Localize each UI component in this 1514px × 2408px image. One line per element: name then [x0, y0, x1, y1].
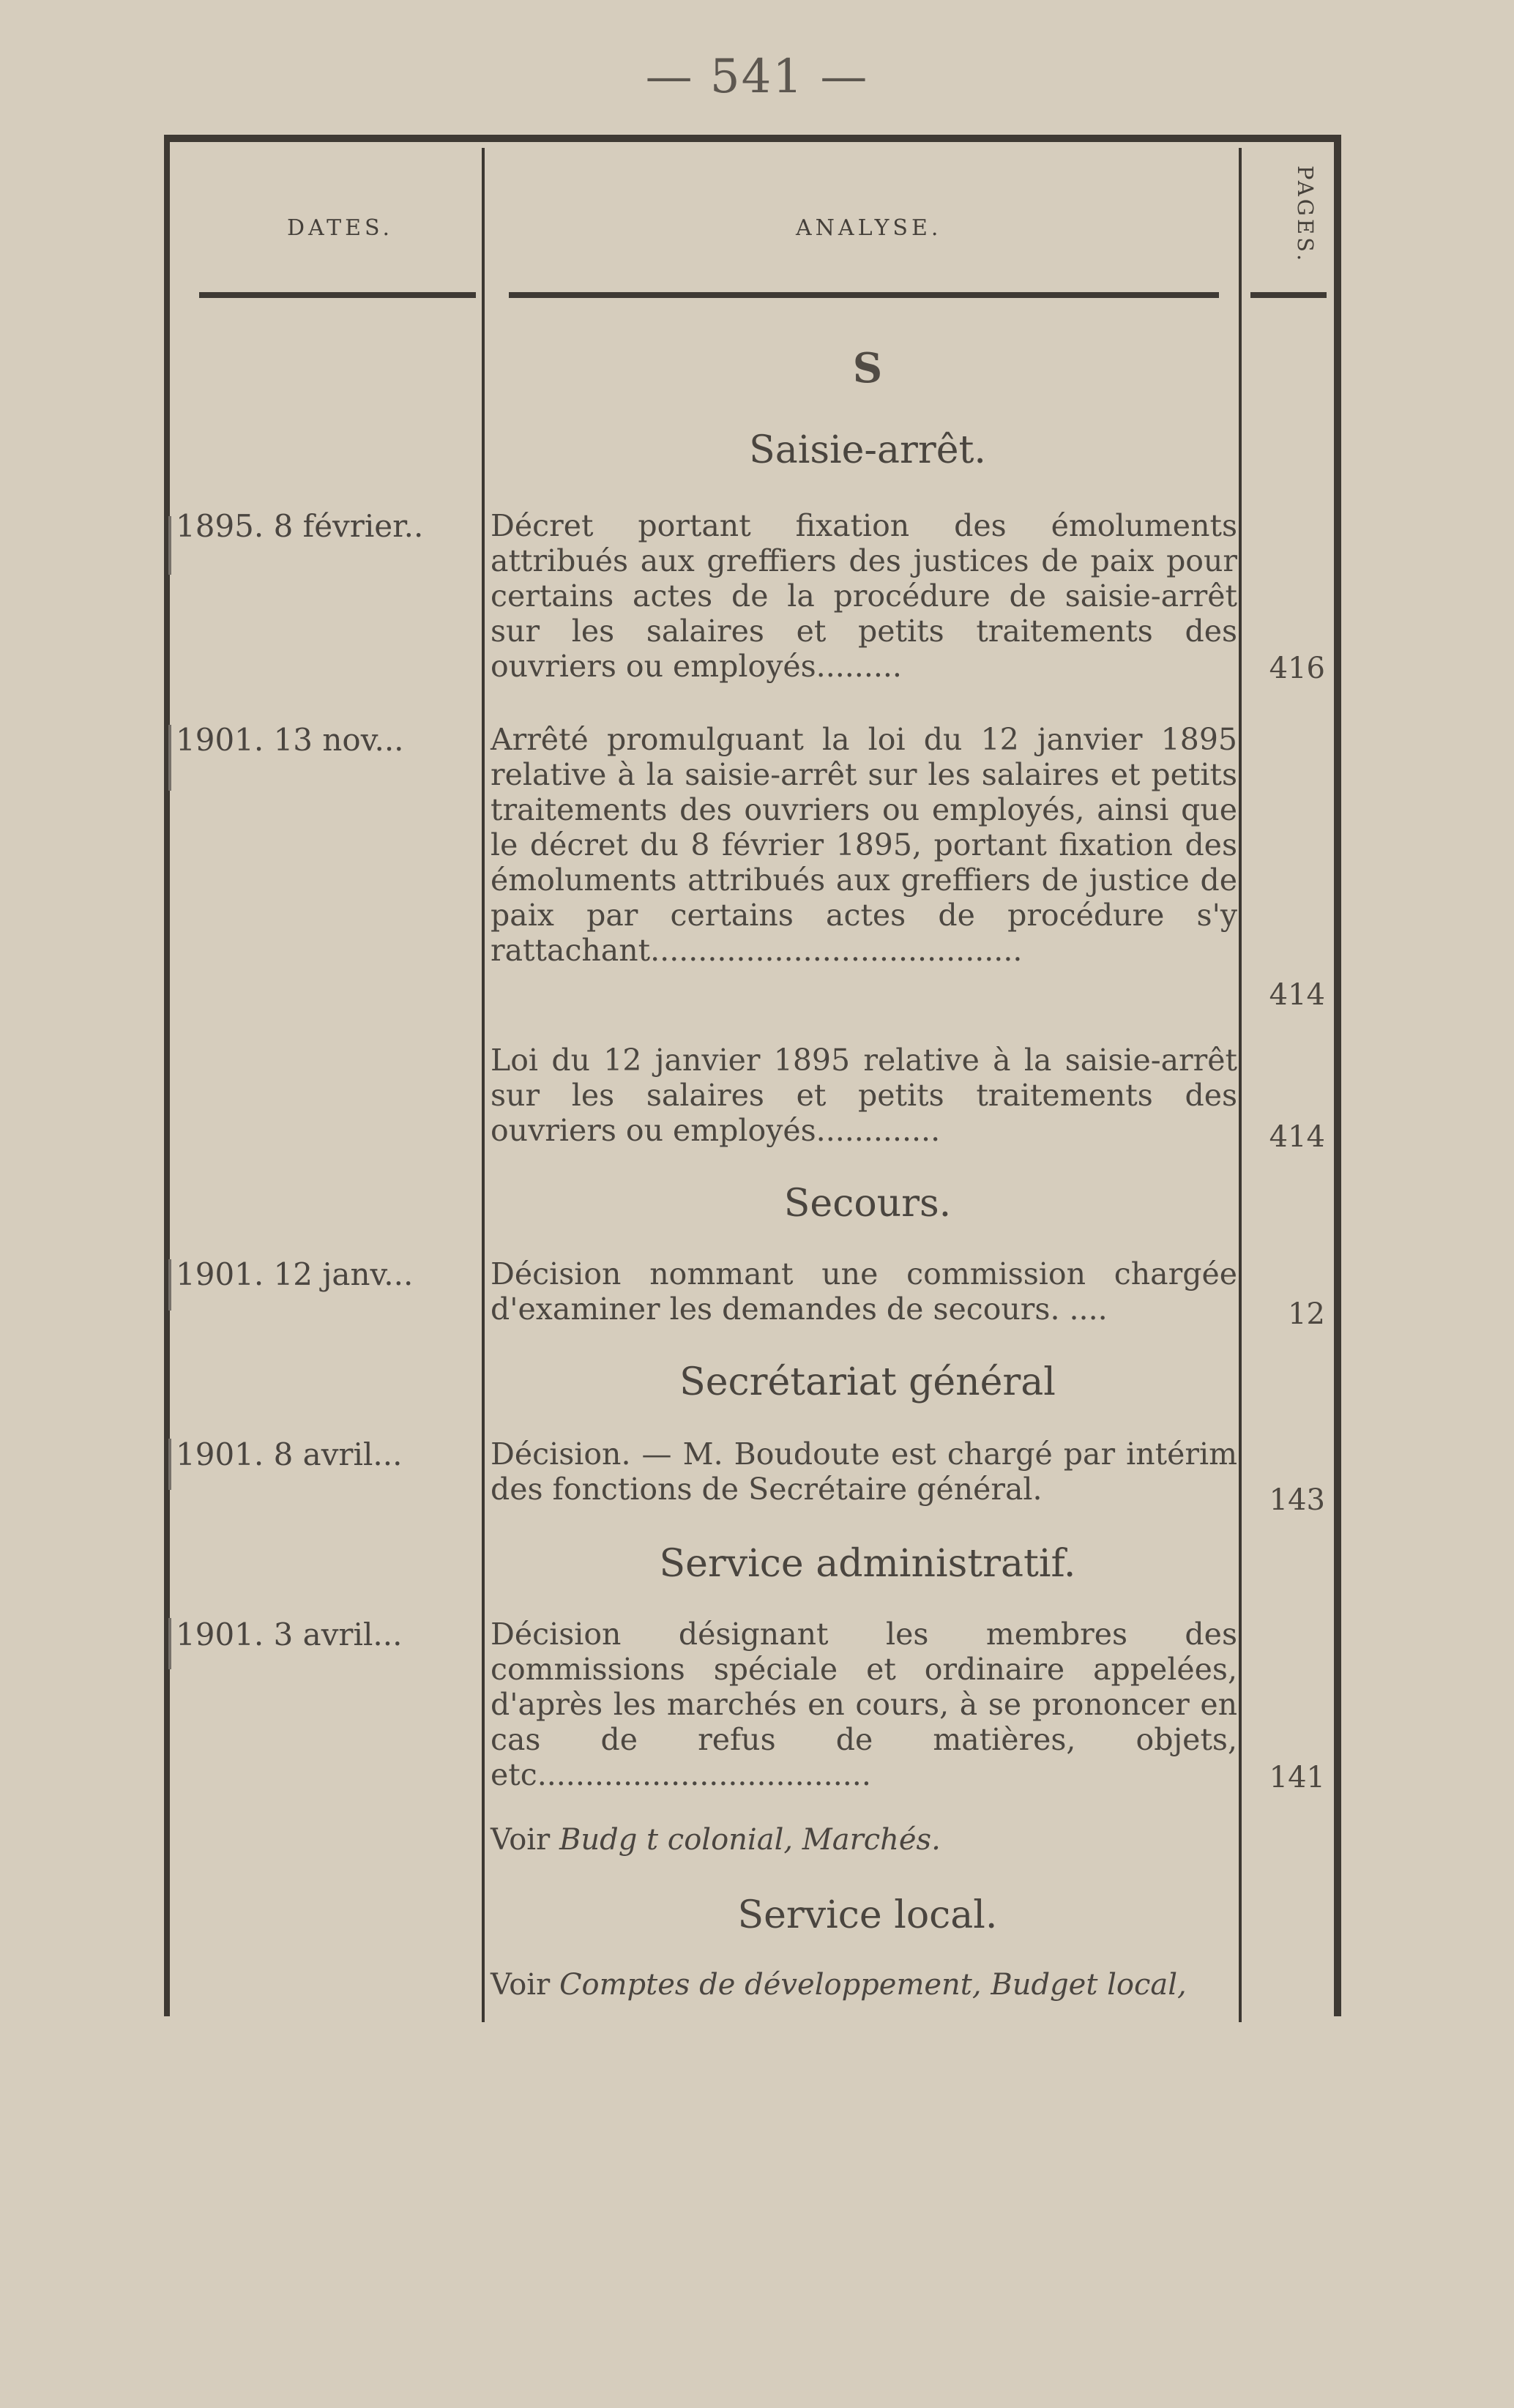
entry-analysis [491, 722, 1237, 1009]
entry-analysis [491, 1617, 1237, 1796]
header-rule-dates [199, 292, 476, 298]
section-title-secours: Secours. [783, 1182, 952, 1226]
section-title-saisie-arret: Saisie-arrêt. [749, 428, 986, 472]
letter-heading: S [852, 344, 883, 392]
section-title-service-administratif: Service administratif. [659, 1542, 1076, 1586]
entry-page-ref: 12 [1288, 1297, 1325, 1331]
entry-page-ref: 141 [1269, 1761, 1325, 1794]
entry-date: 1901. 12 janv... [176, 1256, 414, 1292]
entry-text: Arrêté promulguant la loi du 12 janvier 1895 relative à la saisie-arrêt sur les salaires et petits traitements des ouvriers ou employés, ainsi que le décret du 8 février 1895, portant fixation des émoluments attribués aux greffiers de justice de paix par certains actes de procédure s'y rattachant....................................... [491, 722, 1237, 968]
entry-date: 1895. 8 février.. [176, 508, 424, 544]
margin-mark [168, 1618, 171, 1669]
entry-analysis [491, 1043, 1237, 1149]
entry-analysis [491, 1436, 1237, 1510]
entry-analysis [491, 508, 1237, 684]
page-number: — 541 — [645, 50, 869, 104]
see-also-line [491, 1823, 1252, 1857]
header-rule-pages [1250, 292, 1327, 298]
column-divider-dates [482, 148, 485, 2022]
entry-text: Décision. — M. Boudoute est chargé par intérim des fonctions de Secrétaire général. [491, 1436, 1237, 1507]
entry-page-ref: 416 [1269, 652, 1325, 685]
entry-date: 1901. 13 nov... [176, 722, 404, 758]
margin-mark [168, 1439, 171, 1490]
column-header-analyse: ANALYSE. [796, 215, 942, 241]
see-also-prefix: Voir [491, 1823, 551, 1857]
margin-mark [168, 516, 171, 575]
see-also-text: Comptes de développement, Budget local, [559, 1968, 1187, 2002]
entry-text: Décision nommant une commission chargée d'examiner les demandes de secours. .... [491, 1256, 1237, 1327]
column-divider-pages [1239, 148, 1242, 2022]
see-also-text: Budg t colonial, Marchés. [559, 1823, 941, 1857]
column-header-pages: PAGES. [1293, 165, 1318, 264]
header-rule-analyse [509, 292, 1219, 298]
column-header-dates: DATES. [287, 215, 394, 241]
entry-date: 1901. 8 avril... [176, 1436, 403, 1472]
entry-page-ref: 143 [1269, 1483, 1325, 1517]
see-also-prefix: Voir [491, 1968, 551, 2002]
section-title-service-local: Service local. [737, 1893, 998, 1937]
section-title-secretariat-general: Secrétariat général [679, 1360, 1056, 1404]
entry-page-ref: 414 [1269, 1120, 1325, 1154]
margin-mark [168, 1259, 171, 1311]
see-also-line [491, 1968, 1252, 2002]
entry-text: Décret portant fixation des émoluments attribués aux greffiers des justices de paix pour certains actes de la procédure de saisie-arrêt sur les salaires et petits traitements des ouvriers ou employés......... [491, 508, 1237, 684]
entry-date: 1901. 3 avril... [176, 1617, 403, 1652]
entry-page-ref: 414 [1269, 978, 1325, 1012]
entry-text: Décision désignant les membres des commissions spéciale et ordinaire appelées, d'après les marchés en cours, à se prononcer en cas de refus de matières, objets, etc................................... [491, 1617, 1237, 1792]
margin-mark [168, 725, 171, 791]
entry-text: Loi du 12 janvier 1895 relative à la saisie-arrêt sur les salaires et petits traitements des ouvriers ou employés............. [491, 1043, 1237, 1148]
entry-analysis [491, 1256, 1237, 1330]
